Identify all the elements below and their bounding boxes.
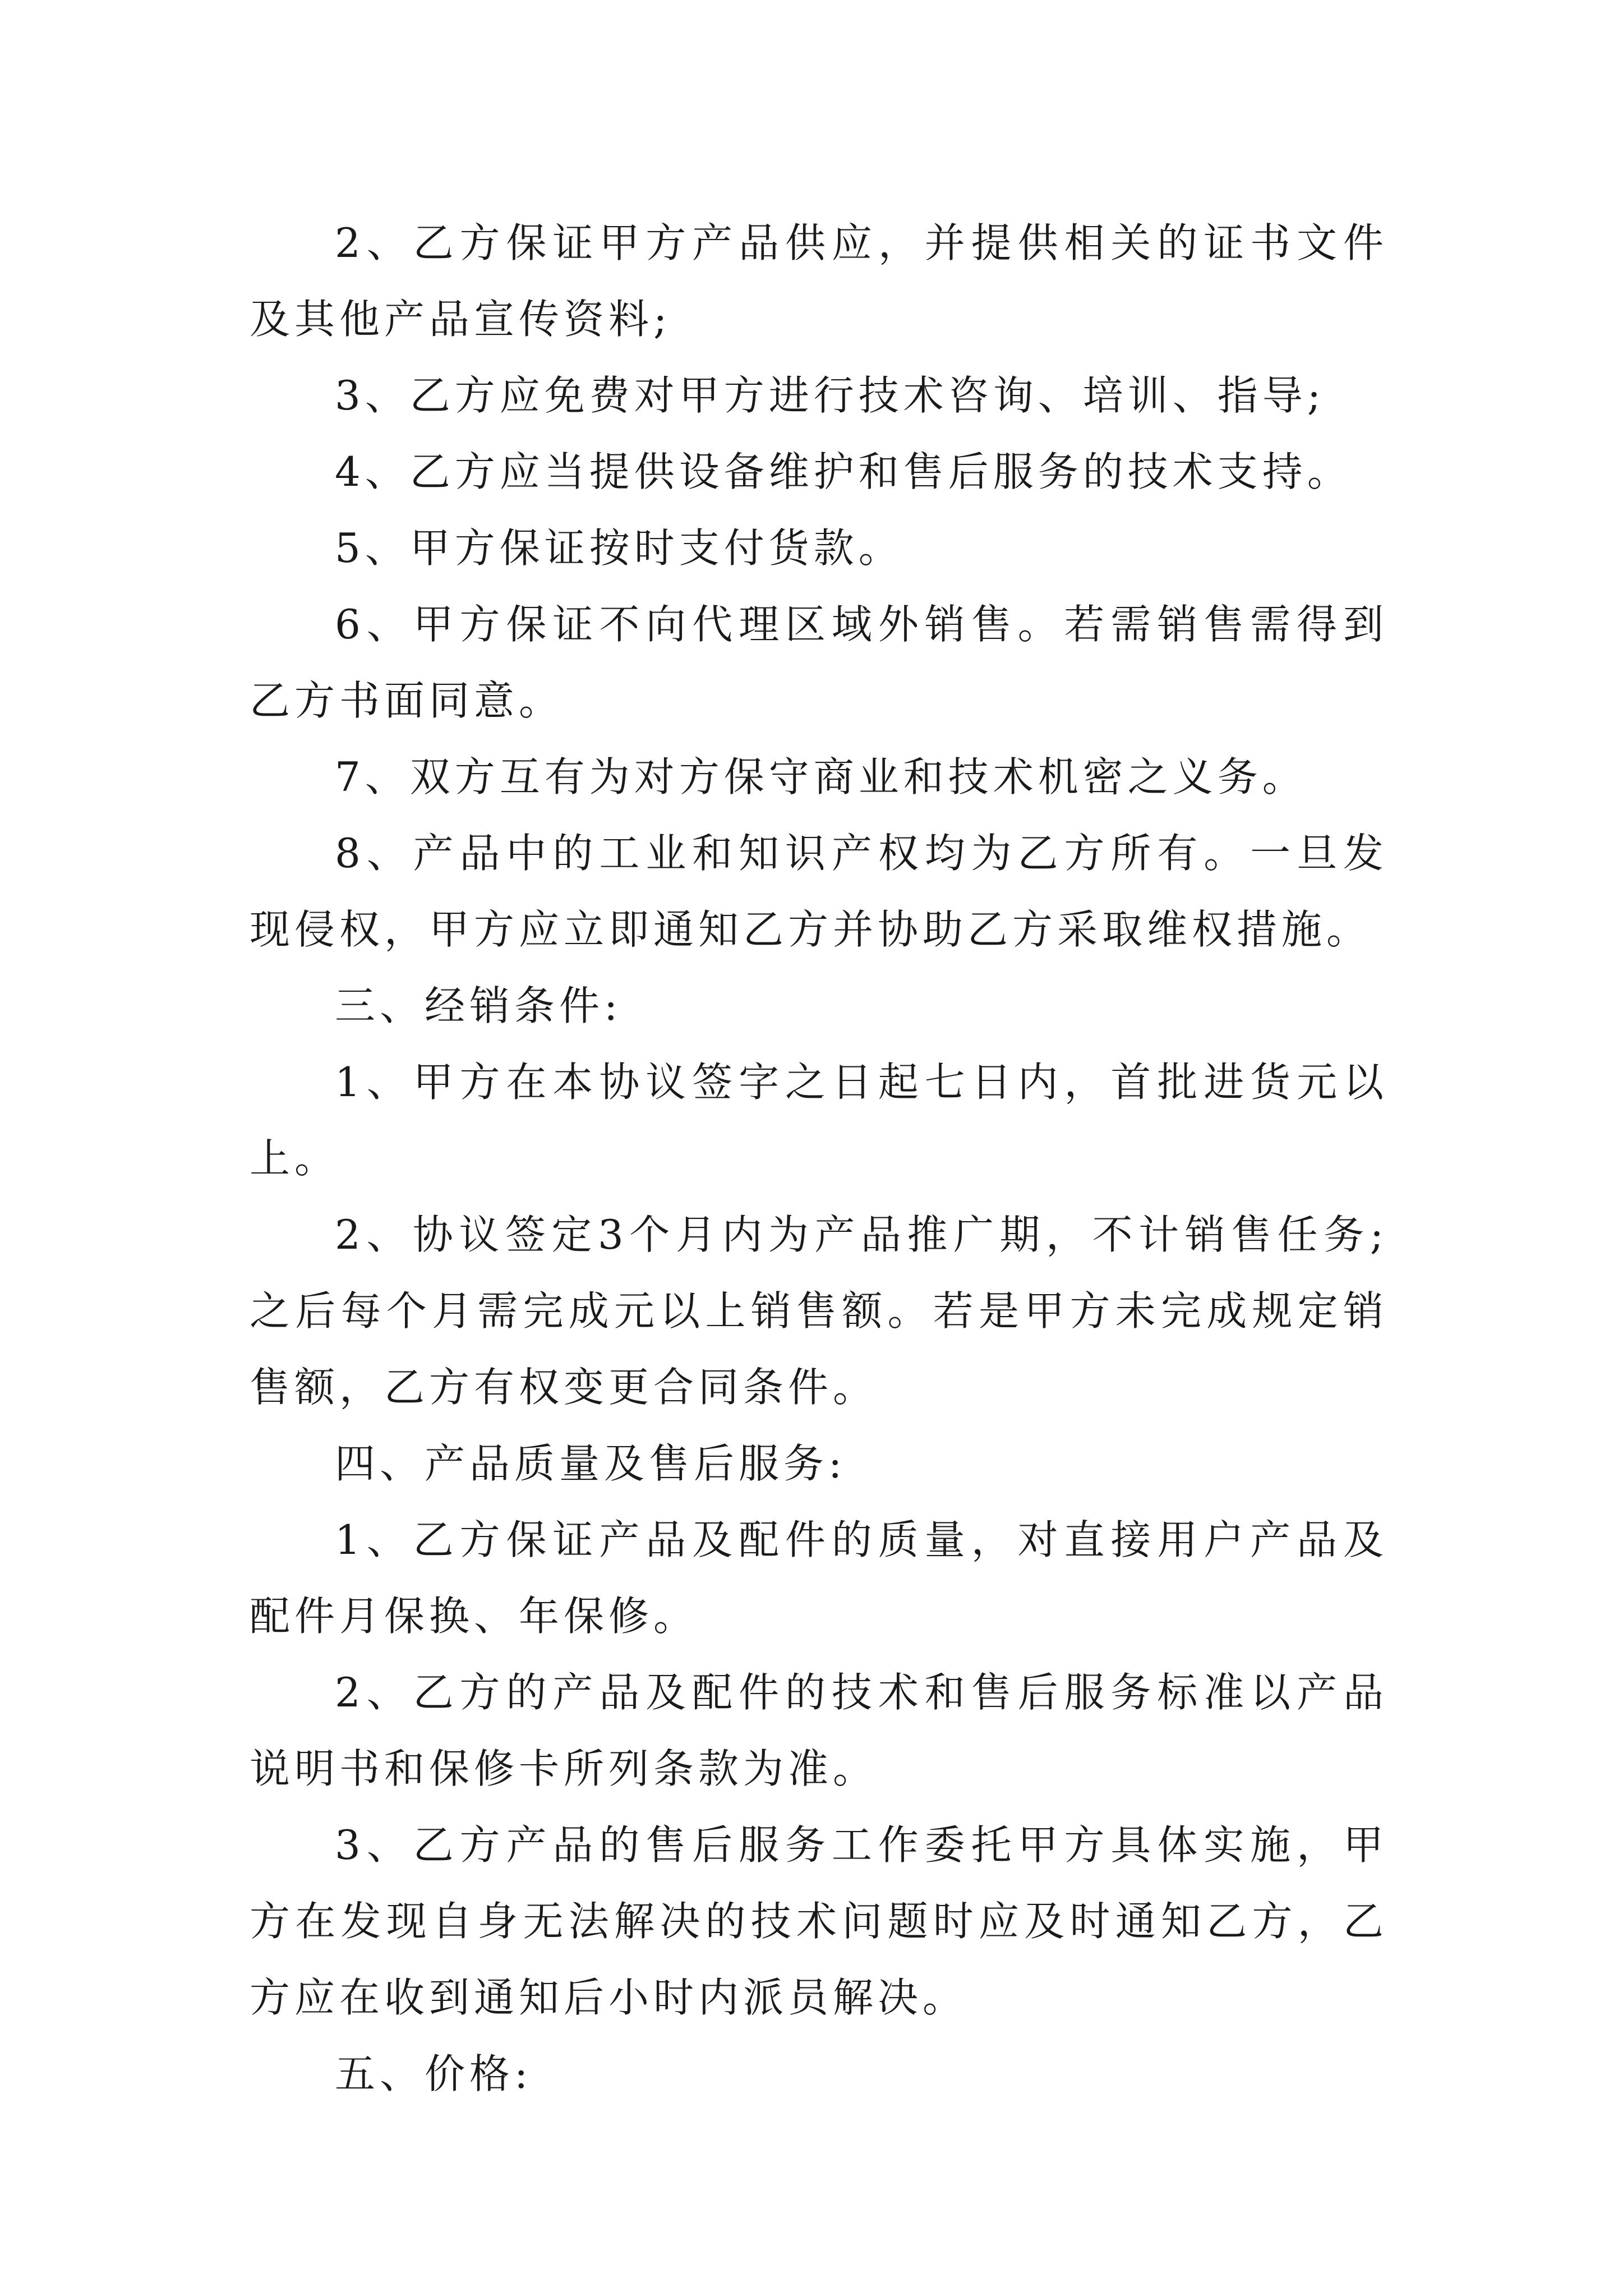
clause-4-maintenance: 4、乙方应当提供设备维护和售后服务的技术支持。 xyxy=(335,448,1352,495)
clause-7-confidentiality: 7、双方互有为对方保守商业和技术机密之义务。 xyxy=(335,753,1307,800)
sales-clause-2: 2、协议签定3个月内为产品推广期，不计销售任务;之后每个月需完成元以上销售额。若是甲方未完成规定销售额，乙方有权变更合同条件。 xyxy=(250,1211,1388,1411)
clause-8-ip: 8、产品中的工业和知识产权均为乙方所有。一旦发现侵权，甲方应立即通知乙方并协助乙方采取维权措施。 xyxy=(250,830,1388,953)
clause-2-supply: 2、乙方保证甲方产品供应，并提供相关的证书文件及其他产品宣传资料; xyxy=(250,219,1388,343)
document-body xyxy=(250,205,1388,2112)
sales-clause-1: 1、甲方在本协议签字之日起七日内，首批进货元以上。 xyxy=(250,1059,1388,1182)
clause-3-consulting: 3、乙方应免费对甲方进行技术咨询、培训、指导; xyxy=(335,372,1326,419)
quality-clause-3: 3、乙方产品的售后服务工作委托甲方具体实施，甲方在发现自身无法解决的技术问题时应及时通知乙方，乙方应在收到通知后小时内派员解决。 xyxy=(250,1821,1388,2021)
quality-clause-2: 2、乙方的产品及配件的技术和售后服务标准以产品说明书和保修卡所列条款为准。 xyxy=(250,1669,1388,1792)
section-heading-3: 三、经销条件: xyxy=(335,982,623,1029)
section-heading-5: 五、价格: xyxy=(335,2050,533,2097)
section-heading-4: 四、产品质量及售后服务: xyxy=(335,1440,847,1487)
clause-6-region: 6、甲方保证不向代理区域外销售。若需销售需得到乙方书面同意。 xyxy=(250,601,1388,724)
clause-5-payment: 5、甲方保证按时支付货款。 xyxy=(335,524,903,572)
quality-clause-1: 1、乙方保证产品及配件的质量，对直接用户产品及配件月保换、年保修。 xyxy=(250,1516,1388,1640)
